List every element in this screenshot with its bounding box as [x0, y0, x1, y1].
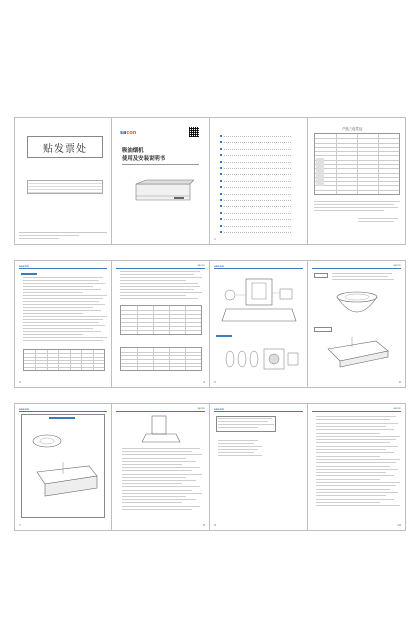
- text-line: [316, 485, 396, 486]
- text-line: [316, 446, 398, 447]
- text-line: [122, 509, 192, 510]
- toc-item: [220, 211, 295, 215]
- page-number: 4: [203, 380, 205, 384]
- toc-item: [220, 198, 295, 202]
- page-10: sacon 10: [308, 403, 406, 531]
- text-line: [122, 502, 182, 503]
- text-line: [23, 331, 101, 332]
- text-line: [122, 454, 202, 455]
- toc-item: [220, 224, 295, 228]
- text-line: [122, 496, 186, 497]
- sheet-3: [14, 403, 406, 531]
- page-invoice: [14, 117, 112, 245]
- text-line: [122, 493, 202, 494]
- text-line: [316, 466, 390, 467]
- page-cover: [112, 117, 210, 245]
- text-line: [23, 325, 105, 326]
- text-line: [23, 334, 83, 335]
- text-line: [316, 499, 394, 500]
- hood-install-diagram: [29, 462, 101, 506]
- bullet-icon: [220, 212, 222, 214]
- bullet-icon: [220, 161, 222, 163]
- spec-table: [23, 349, 105, 371]
- text-line: [316, 472, 386, 473]
- text-line: [316, 489, 390, 490]
- page-number: 5: [214, 380, 216, 384]
- page-4: sacon 4: [112, 260, 210, 388]
- text-line: [122, 490, 192, 491]
- text-line: [316, 482, 400, 483]
- text-line: [218, 449, 258, 450]
- text-line: [23, 328, 93, 329]
- text-line: [316, 433, 380, 434]
- bullet-icon: [220, 205, 222, 207]
- text-line: [23, 337, 107, 338]
- text-line: [218, 424, 274, 425]
- text-line: [122, 448, 200, 449]
- text-line: [120, 289, 194, 290]
- bullet-icon: [220, 180, 222, 182]
- text-line: [120, 286, 200, 287]
- toc-item: [220, 185, 295, 189]
- toc-item: [220, 140, 295, 144]
- text-line: [316, 416, 396, 417]
- text-line: [120, 271, 200, 272]
- text-line: [218, 455, 262, 456]
- text-line: [316, 479, 380, 480]
- bullet-icon: [220, 218, 222, 220]
- text-line: [218, 421, 268, 422]
- text-line: [122, 486, 200, 487]
- manual-subtitle: 使用及安装说明书: [122, 155, 166, 162]
- text-line: [23, 286, 93, 287]
- page-9: sacon 9: [210, 403, 308, 531]
- bullet-icon: [220, 148, 222, 150]
- toc-item: [220, 153, 295, 157]
- text-line: [120, 292, 202, 293]
- text-line: [23, 298, 103, 299]
- text-line: [316, 423, 398, 424]
- fan-ring-diagram: [27, 430, 67, 452]
- text-line: [122, 451, 192, 452]
- text-line: [218, 427, 258, 428]
- text-line: [23, 283, 105, 284]
- text-line: [122, 470, 192, 471]
- text-line: [23, 277, 103, 278]
- toc-item: [220, 204, 295, 208]
- text-line: [122, 474, 202, 475]
- header-brand: sacon: [19, 264, 29, 268]
- page-number: 9: [214, 523, 216, 527]
- hood-mounting-diagram: [322, 335, 392, 373]
- text-line: [122, 480, 196, 481]
- text-line: [218, 443, 254, 444]
- text-line: [23, 307, 93, 308]
- warranty-title: 产品三包凭证: [342, 127, 363, 131]
- text-line: [23, 340, 103, 341]
- text-line: [122, 458, 186, 459]
- dealer-stamp-table: [27, 180, 103, 194]
- text-line: [332, 279, 394, 280]
- text-line: [316, 449, 386, 450]
- text-line: [316, 459, 400, 460]
- toc-item: [220, 134, 295, 138]
- bullet-icon: [220, 199, 222, 201]
- brand-logo: sacon: [120, 130, 137, 136]
- text-line: [122, 506, 200, 507]
- text-line: [23, 301, 99, 302]
- text-line: [316, 452, 394, 453]
- page-number: 10: [397, 523, 401, 527]
- duct-parts-diagram: [216, 341, 302, 377]
- exploded-view-diagram: [216, 273, 302, 331]
- text-line: [23, 313, 83, 314]
- hood-bowl-diagram: [330, 287, 384, 323]
- text-line: [120, 274, 194, 275]
- range-hood-icon: [132, 178, 194, 208]
- page-6: sacon 6: [308, 260, 406, 388]
- page-3: [14, 260, 112, 388]
- text-line: [122, 499, 196, 500]
- bullet-icon: [220, 193, 222, 195]
- text-line: [23, 292, 83, 293]
- sheet-1: [14, 117, 406, 245]
- text-line: [316, 419, 390, 420]
- text-line: [316, 502, 380, 503]
- text-line: [316, 429, 394, 430]
- text-line: [218, 452, 254, 453]
- text-line: [23, 322, 99, 323]
- toc-item: [220, 172, 295, 176]
- text-line: [218, 440, 258, 441]
- footer-rule: [19, 232, 107, 233]
- text-line: [120, 295, 186, 296]
- text-line: [316, 462, 396, 463]
- cover-title: [122, 148, 165, 163]
- page-7: sacon 7: [14, 403, 112, 531]
- bullet-icon: [220, 186, 222, 188]
- toc-item: [220, 147, 295, 151]
- page-number: 7: [19, 523, 21, 527]
- bullet-icon: [220, 154, 222, 156]
- text-line: [122, 461, 196, 462]
- text-line: [316, 492, 398, 493]
- bullet-icon: [220, 231, 222, 233]
- text-line: [316, 475, 394, 476]
- accessories-table: [120, 347, 202, 371]
- text-line: [120, 277, 202, 278]
- text-line: [332, 276, 388, 277]
- page-8: sacon 8: [112, 403, 210, 531]
- text-line: [316, 442, 390, 443]
- page-number: 3: [19, 380, 21, 384]
- text-line: [23, 319, 103, 320]
- bullet-icon: [220, 141, 222, 143]
- text-line: [23, 295, 107, 296]
- parts-table: [120, 305, 202, 335]
- text-line: [122, 483, 182, 484]
- page-warranty: [308, 117, 406, 245]
- bullet-icon: [220, 135, 222, 137]
- toc-item: [220, 230, 295, 234]
- toc-item: [220, 179, 295, 183]
- page-number: 6: [399, 380, 401, 384]
- text-line: [122, 467, 200, 468]
- text-line: [23, 310, 101, 311]
- text-line: [316, 495, 386, 496]
- page-toc: [210, 117, 308, 245]
- page-number: 1: [214, 237, 216, 241]
- text-line: [122, 464, 182, 465]
- text-line: [316, 439, 396, 440]
- text-line: [316, 456, 380, 457]
- page-5: sacon 5: [210, 260, 308, 388]
- text-line: [23, 316, 107, 317]
- text-line: [316, 426, 386, 427]
- wall-mount-diagram: [142, 414, 182, 444]
- text-line: [316, 469, 398, 470]
- bullet-icon: [220, 225, 222, 227]
- text-line: [120, 283, 198, 284]
- text-line: [316, 436, 400, 437]
- text-line: [218, 446, 262, 447]
- text-line: [316, 505, 400, 506]
- text-line: [332, 273, 392, 274]
- product-name: 吸油烟机: [122, 148, 144, 154]
- text-line: [122, 477, 186, 478]
- sheet-2: [14, 260, 406, 388]
- bullet-icon: [220, 167, 222, 169]
- text-line: [120, 298, 198, 299]
- text-line: [23, 304, 105, 305]
- toc-item: [220, 166, 295, 170]
- toc-item: [220, 217, 295, 221]
- warranty-table: [314, 133, 400, 195]
- text-line: [218, 418, 272, 419]
- toc-item: [220, 192, 295, 196]
- bullet-icon: [220, 173, 222, 175]
- invoice-label: 贴发票处: [27, 136, 103, 158]
- text-line: [120, 280, 186, 281]
- text-line: [23, 280, 99, 281]
- text-line: [23, 289, 101, 290]
- toc-item: [220, 160, 295, 164]
- qr-code-icon: [189, 127, 199, 137]
- page-number: 8: [203, 523, 205, 527]
